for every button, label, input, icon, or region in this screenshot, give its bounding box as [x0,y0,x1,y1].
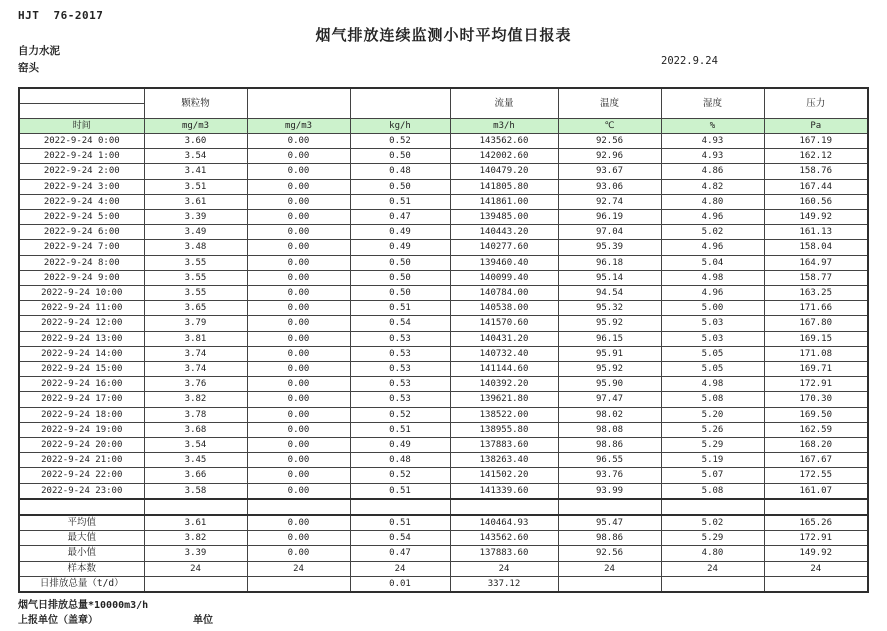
value-cell: 0.00 [247,331,350,346]
value-cell: 95.47 [558,515,661,531]
value-cell: 163.25 [764,286,868,301]
value-cell: 140392.20 [450,377,558,392]
header-time-bottom-cell [19,104,144,119]
table-row [19,255,868,270]
value-cell: 165.26 [764,515,868,531]
value-cell: 3.39 [144,546,247,561]
value-cell: 95.92 [558,316,661,331]
row-label-cell: 2022-9-24 8:00 [19,255,144,270]
value-cell [144,499,247,515]
value-cell: 92.96 [558,149,661,164]
value-cell: 4.98 [661,377,764,392]
value-cell: 5.05 [661,346,764,361]
summary-row [19,531,868,546]
value-cell: 3.41 [144,164,247,179]
unit-mg-m3-2: mg/m3 [247,119,350,134]
value-cell: 97.47 [558,392,661,407]
row-label-cell: 日排放总量（t/d） [19,576,144,592]
value-cell: 0.00 [247,210,350,225]
value-cell: 98.08 [558,422,661,437]
value-cell: 0.49 [350,438,450,453]
value-cell: 0.51 [350,301,450,316]
value-cell: 24 [558,561,661,576]
value-cell: 5.02 [661,515,764,531]
value-cell: 140732.40 [450,346,558,361]
value-cell: 0.53 [350,331,450,346]
row-label-cell: 平均值 [19,515,144,531]
value-cell: 141502.20 [450,468,558,483]
value-cell: 3.81 [144,331,247,346]
value-cell: 0.47 [350,546,450,561]
value-cell: 3.45 [144,453,247,468]
table-row [19,194,868,209]
value-cell: 142002.60 [450,149,558,164]
value-cell: 92.74 [558,194,661,209]
value-cell: 3.49 [144,225,247,240]
value-cell: 4.93 [661,149,764,164]
value-cell: 0.00 [247,468,350,483]
value-cell: 168.20 [764,438,868,453]
value-cell: 0.00 [247,164,350,179]
report-table [18,87,869,593]
value-cell: 3.74 [144,346,247,361]
value-cell: 140099.40 [450,270,558,285]
value-cell: 0.00 [247,194,350,209]
value-cell: 139621.80 [450,392,558,407]
value-cell: 0.53 [350,392,450,407]
value-cell: 143562.60 [450,134,558,149]
value-cell: 139460.40 [450,255,558,270]
row-label-cell: 2022-9-24 16:00 [19,377,144,392]
value-cell [764,576,868,592]
value-cell: 169.71 [764,362,868,377]
value-cell [247,576,350,592]
value-cell: 0.00 [247,225,350,240]
value-cell: 3.55 [144,286,247,301]
value-cell: 161.07 [764,483,868,499]
value-cell: 5.05 [661,362,764,377]
value-cell: 167.19 [764,134,868,149]
unit-time-header: 时间 [19,119,144,134]
table-row [19,286,868,301]
page-title: 烟气排放连续监测小时平均值日报表 [315,26,572,44]
value-cell: 5.03 [661,331,764,346]
value-cell: 3.76 [144,377,247,392]
footnote-report-unit: 上报单位（盖章） [18,615,98,626]
value-cell: 143562.60 [450,531,558,546]
unit-pa: Pa [764,119,868,134]
table-row [19,392,868,407]
value-cell: 0.00 [247,301,350,316]
value-cell: 95.92 [558,362,661,377]
value-cell: 164.97 [764,255,868,270]
value-cell: 0.53 [350,362,450,377]
unit-celsius: ℃ [558,119,661,134]
value-cell: 137883.60 [450,546,558,561]
value-cell: 172.91 [764,377,868,392]
value-cell: 138522.00 [450,407,558,422]
unit-mg-m3-1: mg/m3 [144,119,247,134]
value-cell: 0.00 [247,515,350,531]
value-cell: 0.00 [247,438,350,453]
value-cell: 3.82 [144,531,247,546]
row-label-cell: 2022-9-24 20:00 [19,438,144,453]
row-label-cell: 2022-9-24 1:00 [19,149,144,164]
value-cell: 5.04 [661,255,764,270]
value-cell: 0.48 [350,164,450,179]
value-cell: 5.00 [661,301,764,316]
value-cell: 96.19 [558,210,661,225]
value-cell: 24 [661,561,764,576]
value-cell [350,499,450,515]
value-cell: 5.02 [661,225,764,240]
value-cell: 0.00 [247,286,350,301]
value-cell: 0.00 [247,531,350,546]
row-label-cell: 2022-9-24 4:00 [19,194,144,209]
footnote-unit: 单位 [193,615,213,626]
unit-percent: % [661,119,764,134]
value-cell: 167.80 [764,316,868,331]
value-cell: 0.49 [350,240,450,255]
table-row [19,210,868,225]
value-cell: 337.12 [450,576,558,592]
value-cell: 0.00 [247,134,350,149]
value-cell: 138263.40 [450,453,558,468]
value-cell: 24 [764,561,868,576]
value-cell: 162.59 [764,422,868,437]
header-time-top-cell [19,88,144,104]
value-cell: 0.50 [350,149,450,164]
value-cell [558,499,661,515]
value-cell: 3.66 [144,468,247,483]
value-cell: 0.00 [247,362,350,377]
unit-header-row [19,119,868,134]
row-label-cell: 2022-9-24 9:00 [19,270,144,285]
value-cell: 0.00 [247,483,350,499]
value-cell [764,499,868,515]
value-cell: 0.00 [247,407,350,422]
value-cell: 0.51 [350,483,450,499]
row-label-cell: 样本数 [19,561,144,576]
table-row [19,240,868,255]
row-label-cell: 2022-9-24 15:00 [19,362,144,377]
value-cell: 4.96 [661,240,764,255]
table-row [19,270,868,285]
value-cell: 169.15 [764,331,868,346]
col-group-particulate: 颗粒物 [144,88,247,119]
table-row [19,134,868,149]
table-row [19,179,868,194]
value-cell: 3.79 [144,316,247,331]
value-cell: 171.66 [764,301,868,316]
value-cell: 0.50 [350,270,450,285]
footnote-total: 烟气日排放总量*10000m3/h [18,600,149,611]
value-cell: 0.00 [247,270,350,285]
unit-kg-h: kg/h [350,119,450,134]
row-label-cell: 2022-9-24 3:00 [19,179,144,194]
value-cell: 3.58 [144,483,247,499]
table-row [19,453,868,468]
value-cell: 5.19 [661,453,764,468]
value-cell: 5.07 [661,468,764,483]
value-cell: 140479.20 [450,164,558,179]
value-cell: 171.08 [764,346,868,361]
value-cell: 3.51 [144,179,247,194]
value-cell: 0.00 [247,377,350,392]
value-cell: 140431.20 [450,331,558,346]
value-cell: 138955.80 [450,422,558,437]
value-cell: 167.44 [764,179,868,194]
value-cell: 140784.00 [450,286,558,301]
summary-row [19,546,868,561]
col-group-blank-2 [350,88,450,119]
value-cell: 140464.93 [450,515,558,531]
table-row [19,316,868,331]
row-label-cell: 2022-9-24 13:00 [19,331,144,346]
value-cell: 5.08 [661,483,764,499]
spacer-row [19,499,868,515]
table-row [19,422,868,437]
row-label-cell: 最大值 [19,531,144,546]
value-cell: 0.48 [350,453,450,468]
table-row [19,346,868,361]
value-cell: 3.39 [144,210,247,225]
table-row [19,149,868,164]
row-label-cell: 2022-9-24 19:00 [19,422,144,437]
value-cell [661,499,764,515]
value-cell: 3.74 [144,362,247,377]
value-cell: 0.00 [247,240,350,255]
company-name: 自力水泥 [18,45,60,57]
value-cell [144,576,247,592]
row-label-cell: 2022-9-24 6:00 [19,225,144,240]
station-name: 窑头 [18,62,39,74]
value-cell: 0.51 [350,194,450,209]
table-row [19,301,868,316]
value-cell: 0.00 [247,392,350,407]
value-cell: 0.52 [350,468,450,483]
value-cell: 4.98 [661,270,764,285]
value-cell: 140277.60 [450,240,558,255]
footer [18,596,858,628]
table-row [19,225,868,240]
value-cell: 0.00 [247,255,350,270]
value-cell: 3.54 [144,149,247,164]
value-cell: 0.00 [247,316,350,331]
value-cell: 0.47 [350,210,450,225]
value-cell: 0.51 [350,515,450,531]
value-cell: 92.56 [558,134,661,149]
value-cell: 98.86 [558,438,661,453]
value-cell: 137883.60 [450,438,558,453]
value-cell: 158.04 [764,240,868,255]
row-label-cell: 2022-9-24 23:00 [19,483,144,499]
report-date: 2022.9.24 [661,55,718,67]
value-cell: 3.68 [144,422,247,437]
value-cell: 161.13 [764,225,868,240]
row-label-cell: 2022-9-24 12:00 [19,316,144,331]
value-cell: 95.91 [558,346,661,361]
value-cell: 93.76 [558,468,661,483]
table-row [19,331,868,346]
value-cell: 94.54 [558,286,661,301]
col-group-temperature: 温度 [558,88,661,119]
value-cell: 5.29 [661,531,764,546]
value-cell: 158.76 [764,164,868,179]
table-row [19,377,868,392]
col-group-pressure: 压力 [764,88,868,119]
value-cell: 95.14 [558,270,661,285]
value-cell: 0.00 [247,149,350,164]
value-cell: 5.08 [661,392,764,407]
value-cell: 0.49 [350,225,450,240]
table-row [19,438,868,453]
row-label-cell: 2022-9-24 10:00 [19,286,144,301]
value-cell: 96.15 [558,331,661,346]
value-cell: 149.92 [764,210,868,225]
value-cell [450,499,558,515]
value-cell: 169.50 [764,407,868,422]
value-cell: 4.80 [661,546,764,561]
value-cell: 162.12 [764,149,868,164]
value-cell: 5.20 [661,407,764,422]
value-cell [247,499,350,515]
value-cell: 4.86 [661,164,764,179]
value-cell: 95.90 [558,377,661,392]
value-cell: 3.55 [144,270,247,285]
value-cell: 0.00 [247,453,350,468]
value-cell: 0.50 [350,255,450,270]
value-cell: 3.48 [144,240,247,255]
value-cell: 95.39 [558,240,661,255]
value-cell: 141861.00 [450,194,558,209]
row-label-cell [19,499,144,515]
value-cell: 160.56 [764,194,868,209]
value-cell: 140443.20 [450,225,558,240]
row-label-cell: 2022-9-24 22:00 [19,468,144,483]
table-row [19,483,868,499]
table-row [19,468,868,483]
value-cell: 0.00 [247,346,350,361]
value-cell: 140538.00 [450,301,558,316]
value-cell: 170.30 [764,392,868,407]
value-cell [558,576,661,592]
value-cell: 97.04 [558,225,661,240]
value-cell: 3.65 [144,301,247,316]
value-cell: 93.99 [558,483,661,499]
row-label-cell: 2022-9-24 7:00 [19,240,144,255]
value-cell: 24 [144,561,247,576]
value-cell [661,576,764,592]
value-cell: 141805.80 [450,179,558,194]
value-cell: 4.96 [661,286,764,301]
value-cell: 5.29 [661,438,764,453]
col-group-humidity: 湿度 [661,88,764,119]
value-cell: 167.67 [764,453,868,468]
table-row [19,407,868,422]
value-cell: 96.55 [558,453,661,468]
value-cell: 0.50 [350,179,450,194]
value-cell: 0.53 [350,346,450,361]
value-cell: 3.54 [144,438,247,453]
summary-row [19,561,868,576]
value-cell: 141339.60 [450,483,558,499]
value-cell: 141144.60 [450,362,558,377]
value-cell: 0.53 [350,377,450,392]
summary-row [19,515,868,531]
row-label-cell: 2022-9-24 11:00 [19,301,144,316]
row-label-cell: 2022-9-24 0:00 [19,134,144,149]
value-cell: 4.96 [661,210,764,225]
value-cell: 4.93 [661,134,764,149]
value-cell: 95.32 [558,301,661,316]
unit-m3-h: m3/h [450,119,558,134]
value-cell: 3.78 [144,407,247,422]
col-group-flow: 流量 [450,88,558,119]
value-cell: 149.92 [764,546,868,561]
value-cell: 0.51 [350,422,450,437]
group-header-row [19,88,868,104]
value-cell: 3.61 [144,194,247,209]
value-cell: 24 [350,561,450,576]
table-row [19,362,868,377]
value-cell: 98.86 [558,531,661,546]
value-cell: 92.56 [558,546,661,561]
value-cell: 3.55 [144,255,247,270]
value-cell: 4.82 [661,179,764,194]
row-label-cell: 2022-9-24 21:00 [19,453,144,468]
value-cell: 98.02 [558,407,661,422]
value-cell: 3.61 [144,515,247,531]
value-cell: 141570.60 [450,316,558,331]
value-cell: 24 [450,561,558,576]
value-cell: 139485.00 [450,210,558,225]
value-cell: 0.50 [350,286,450,301]
value-cell: 0.00 [247,546,350,561]
value-cell: 0.01 [350,576,450,592]
value-cell: 172.55 [764,468,868,483]
row-label-cell: 2022-9-24 17:00 [19,392,144,407]
value-cell: 24 [247,561,350,576]
value-cell: 0.00 [247,179,350,194]
value-cell: 5.26 [661,422,764,437]
row-label-cell: 2022-9-24 14:00 [19,346,144,361]
value-cell: 0.54 [350,531,450,546]
table-row [19,164,868,179]
standard-code: HJT 76-2017 [18,9,104,22]
value-cell: 3.60 [144,134,247,149]
value-cell: 0.00 [247,422,350,437]
row-label-cell: 2022-9-24 2:00 [19,164,144,179]
value-cell: 0.54 [350,316,450,331]
value-cell: 96.18 [558,255,661,270]
value-cell: 5.03 [661,316,764,331]
value-cell: 158.77 [764,270,868,285]
value-cell: 3.82 [144,392,247,407]
value-cell: 4.80 [661,194,764,209]
value-cell: 93.67 [558,164,661,179]
summary-row [19,576,868,592]
value-cell: 93.06 [558,179,661,194]
row-label-cell: 2022-9-24 5:00 [19,210,144,225]
row-label-cell: 最小值 [19,546,144,561]
value-cell: 0.52 [350,407,450,422]
row-label-cell: 2022-9-24 18:00 [19,407,144,422]
col-group-blank-1 [247,88,350,119]
value-cell: 0.52 [350,134,450,149]
value-cell: 172.91 [764,531,868,546]
